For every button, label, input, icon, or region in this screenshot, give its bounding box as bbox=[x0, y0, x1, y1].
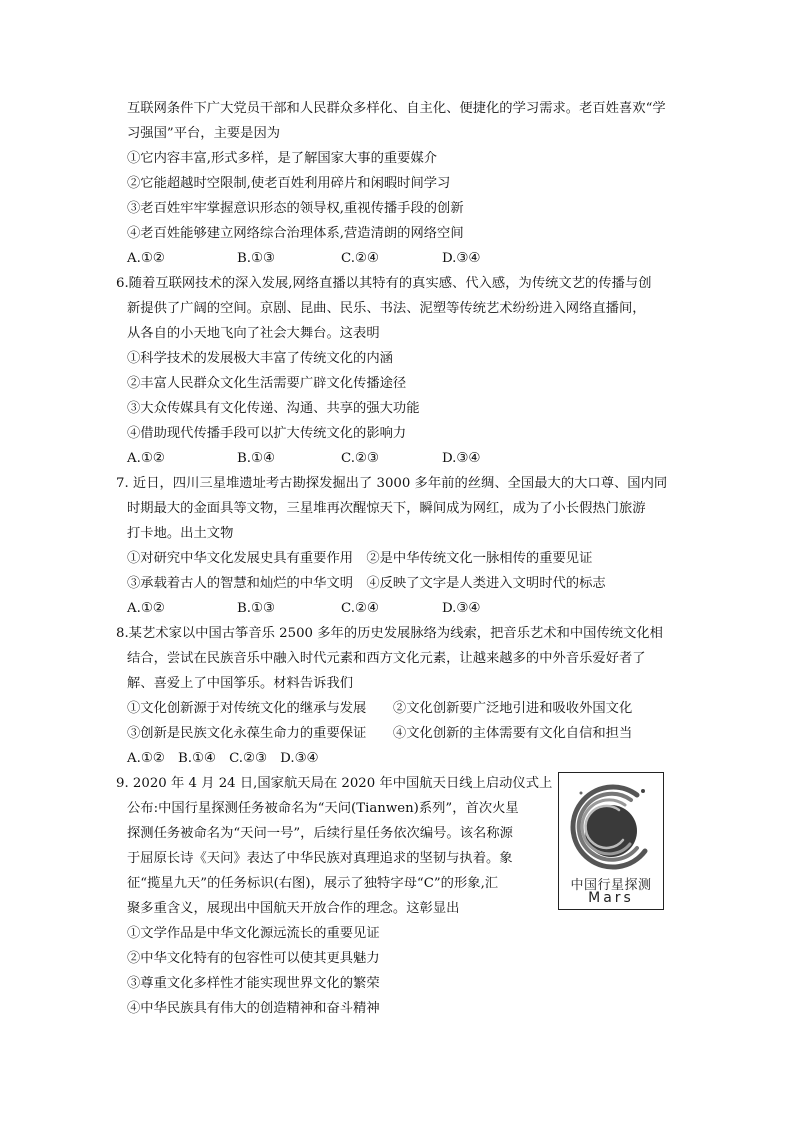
q5-statement: ①它内容丰富,形式多样，是了解国家大事的重要媒介 bbox=[127, 151, 438, 166]
q9-stem-line: 公布:中国行星探测任务被命名为“天问(Tianwen)系列”，首次火星 bbox=[127, 801, 519, 816]
q6-option-a[interactable]: A.①② bbox=[127, 451, 165, 466]
q5-statement: ④老百姓能够建立网络综合治理体系,营造清朗的网络空间 bbox=[127, 226, 464, 241]
q9-stem-line: 探测任务被命名为“天问一号”，后续行星任务依次编号。该名称源 bbox=[127, 826, 513, 841]
q5-statement: ②它能超越时空限制,使老百姓利用碎片和闲暇时间学习 bbox=[127, 176, 451, 191]
q9-statement: ①文学作品是中华文化源远流长的重要见证 bbox=[127, 926, 380, 941]
q9-statement: ③尊重文化多样性才能实现世界文化的繁荣 bbox=[127, 976, 380, 991]
q6-statement: ④借助现代传播手段可以扩大传统文化的影响力 bbox=[127, 426, 407, 441]
q6-statement: ①科学技术的发展极大丰富了传统文化的内涵 bbox=[127, 351, 393, 366]
q8-statement: ①文化创新源于对传统文化的继承与发展 ②文化创新要广泛地引进和吸收外国文化 bbox=[127, 701, 633, 716]
q8-stem-line: 结合，尝试在民族音乐中融入时代元素和西方文化元素，让越来越多的中外音乐爱好者了 bbox=[127, 651, 646, 666]
q8-stem-line: 8.某艺术家以中国古筝音乐 2500 多年的历史发展脉络为线索，把音乐艺术和中国传统文化相 bbox=[116, 626, 663, 641]
logo-english-caption: Mars bbox=[588, 890, 634, 906]
q6-option-c[interactable]: C.②③ bbox=[341, 451, 379, 466]
star-icon bbox=[641, 789, 645, 793]
q9-statement: ②中华文化特有的包容性可以使其更具魅力 bbox=[127, 951, 380, 966]
q6-stem-line: 从各自的小天地飞向了社会大舞台。这表明 bbox=[127, 326, 380, 341]
q5-statement: ③老百姓牢牢掌握意识形态的领导权,重视传播手段的创新 bbox=[127, 201, 464, 216]
q5-option-b[interactable]: B.①③ bbox=[237, 251, 275, 266]
logo-chinese-caption: 中国行星探测 bbox=[570, 878, 652, 893]
q7-option-a[interactable]: A.①② bbox=[127, 601, 165, 616]
q6-stem-line: 新提供了广阔的空间。京剧、昆曲、民乐、书法、泥塑等传统艺术纷纷进入网络直播间， bbox=[127, 301, 646, 316]
q6-option-d[interactable]: D.③④ bbox=[442, 451, 481, 466]
q8-options[interactable]: A.①② B.①④ C.②③ D.③④ bbox=[127, 751, 319, 766]
q9-stem-line: 9. 2020 年 4 月 24 日,国家航天局在 2020 年中国航天日线上启动仪式上 bbox=[116, 776, 553, 791]
mission-logo-figure bbox=[558, 772, 664, 910]
q7-option-d[interactable]: D.③④ bbox=[442, 601, 481, 616]
q9-stem-line: 聚多重含义，展现出中国航天开放合作的理念。这彰显出 bbox=[127, 901, 460, 916]
q6-stem-line: 6.随着互联网技术的深入发展,网络直播以其特有的真实感、代入感，为传统文艺的传播与创 bbox=[116, 276, 652, 291]
q9-statement: ④中华民族具有伟大的创造精神和奋斗精神 bbox=[127, 1001, 380, 1016]
q7-option-c[interactable]: C.②④ bbox=[341, 601, 379, 616]
q8-stem-line: 解、喜爱上了中国筝乐。材料告诉我们 bbox=[127, 676, 354, 691]
q8-statement: ③创新是民族文化永葆生命力的重要保证 ④文化创新的主体需要有文化自信和担当 bbox=[127, 726, 633, 741]
q5-option-c[interactable]: C.②④ bbox=[341, 251, 379, 266]
q7-statement: ①对研究中华文化发展史具有重要作用 ②是中华传统文化一脉相传的重要见证 bbox=[127, 551, 593, 566]
q5-option-a[interactable]: A.①② bbox=[127, 251, 165, 266]
star-icon bbox=[580, 792, 583, 795]
q6-option-b[interactable]: B.①④ bbox=[237, 451, 275, 466]
q6-statement: ③大众传媒具有文化传递、沟通、共享的强大功能 bbox=[127, 401, 420, 416]
q5-stem-line: 互联网条件下广大党员干部和人民群众多样化、自主化、便捷化的学习需求。老百姓喜欢“学 bbox=[127, 101, 666, 116]
q7-stem-line: 打卡地。出土文物 bbox=[127, 526, 234, 541]
q5-stem-line: 习强国”平台，主要是因为 bbox=[127, 126, 281, 141]
planet-arc-c-logo-icon bbox=[559, 773, 663, 873]
q5-option-d[interactable]: D.③④ bbox=[442, 251, 481, 266]
q7-stem-line: 7. 近日，四川三星堆遗址考古勘探发掘出了 3000 多年前的丝绸、全国最大的大口尊、国内同 bbox=[116, 476, 668, 491]
q9-stem-line: 征“揽星九天”的任务标识(右图)，展示了独特字母“C”的形象,汇 bbox=[127, 876, 499, 891]
q9-stem-line: 于屈原长诗《天问》表达了中华民族对真理追求的坚韧与执着。象 bbox=[127, 851, 513, 866]
q7-option-b[interactable]: B.①③ bbox=[237, 601, 275, 616]
q7-statement: ③承载着古人的智慧和灿烂的中华文明 ④反映了文字是人类进入文明时代的标志 bbox=[127, 576, 606, 591]
q6-statement: ②丰富人民群众文化生活需要广辟文化传播途径 bbox=[127, 376, 407, 391]
q7-stem-line: 时期最大的金面具等文物，三星堆再次醒惊天下，瞬间成为网红，成为了小长假热门旅游 bbox=[127, 501, 646, 516]
